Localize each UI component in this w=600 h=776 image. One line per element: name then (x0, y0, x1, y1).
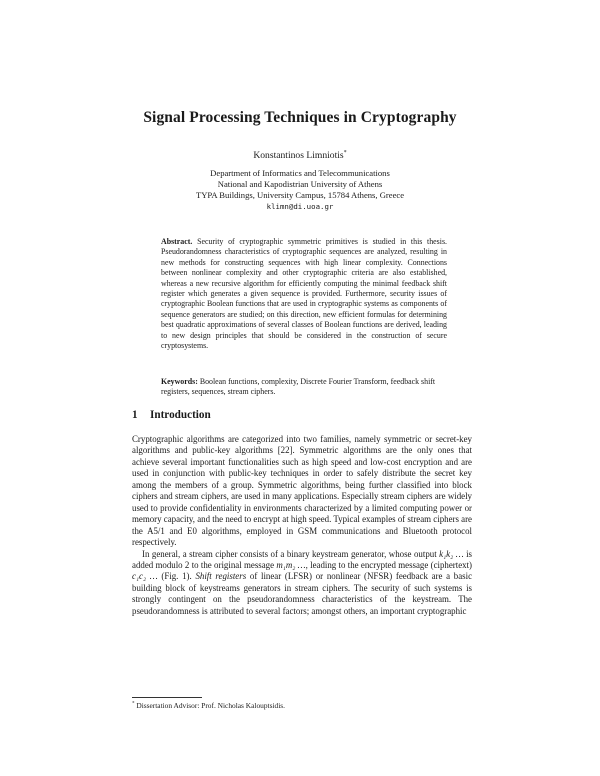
paragraph-text: of linear (LFSR) or nonlinear (NFSR) feedback are a basic building block of keystreams generators in stream ciphers. The security of such systems is strongly contingent on the pseudorandomness characteristics of the keystream. The pseudorandomness is attributed to several factors; amongst others, an important cryptographic (132, 571, 473, 616)
math-symbol: k₁k₂ … (439, 548, 464, 559)
paragraph-text: leading to the encrypted message (ciphertext) (310, 559, 473, 570)
author-footnote-mark: * (343, 150, 347, 156)
abstract (161, 237, 447, 351)
author-line (0, 150, 600, 161)
affiliation-block (0, 168, 600, 212)
figure-reference: (Fig. 1). (161, 571, 192, 582)
paragraph: Cryptographic algorithms are categorized into two families, namely symmetric or secret-key algorithms and public-key algorithms [22]. Symmetric algorithms are the only ones that achieve several important functionalities such as high speed and low-cost encryption and are used in conjunction with public-key techniques in order to safely distribute the secret key among the members of a group. Symmetric algorithms, being further classified into block ciphers and stream ciphers, are used in many applications. Especially stream ciphers are widely used to provide confidentiality in environments characterized by a limited computing power or memory capacity, and the need to encrypt at high speed. Typical examples of stream ciphers are the A5/1 and E0 algorithms, employed in GSM communications and Bluetooth protocol respectively. (132, 434, 472, 548)
section-number: 1 (132, 409, 138, 421)
author-name: Konstantinos Limniotis (253, 150, 344, 162)
paragraph-text: is added modulo 2 to the original message (132, 548, 473, 570)
paragraph (132, 549, 472, 618)
section-title: Introduction (150, 409, 211, 421)
math-symbol: m₁m₂ …, (276, 559, 308, 570)
abstract-text: Security of cryptographic symmetric primitives is studied in this thesis. Pseudorandomness characteristics of cryptographic sequences are analyzed, resulting in new methods for constructing sequences with high linear complexity. Connections between nonlinear complexity and other cryptographic criteria are also established, whereas a new recursive algorithm for efficiently computing the minimal feedback shift register which generates a given sequence is provided. Furthermore, security issues of cryptographic Boolean functions that are used in cryptographic systems as components of sequence generators are studied; on this direction, new efficient formulas for determining best quadratic approximations of several classes of Boolean functions are derived, leading to new design principles that should be considered in the construction of secure cryptosystems. (161, 237, 447, 351)
paragraph-text: In general, a stream cipher consists of a binary keystream generator, whose output (142, 548, 437, 559)
footnote (132, 701, 285, 710)
paper-title: Signal Processing Techniques in Cryptography (143, 109, 457, 126)
affiliation-line: National and Kapodistrian University of Athens (217, 179, 383, 189)
affiliation-line: Department of Informatics and Telecommunications (210, 168, 390, 178)
keywords (161, 377, 447, 398)
keywords-label: Keywords: (161, 377, 198, 386)
emphasized-term: Shift registers (195, 571, 247, 582)
footnote-text: Dissertation Advisor: Prof. Nicholas Kalouptsidis. (136, 701, 285, 710)
math-symbol: c₁c₂ … (132, 571, 158, 582)
abstract-label: Abstract. (161, 237, 193, 246)
section-heading (132, 409, 211, 421)
footnote-mark: * (132, 701, 135, 707)
footnote-rule (132, 697, 202, 698)
section-body (132, 434, 472, 617)
affiliation-line: TYPA Buildings, University Campus, 15784 Athens, Greece (195, 190, 405, 200)
author-email: klimn@di.uoa.gr (266, 202, 334, 211)
keywords-text: Boolean functions, complexity, Discrete Fourier Transform, feedback shift registers, sequences, stream ciphers. (161, 377, 436, 397)
